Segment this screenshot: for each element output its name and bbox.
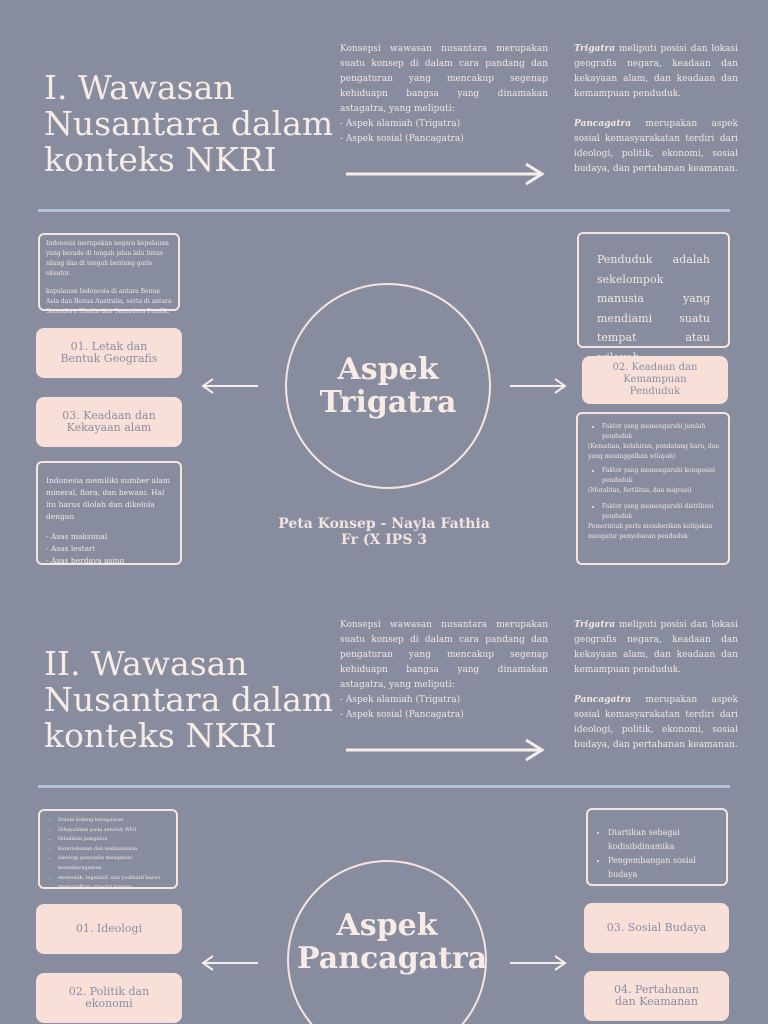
pancagatra-definition: merupakan aspek sosial kemasyarakatan terdiri dari ideologi, politik, ekonomi, sosial budaya, dan pertahanan keamanan. bbox=[574, 695, 738, 750]
pill-keadaan-penduduk[interactable]: 02. Keadaan dan Kemampuan Penduduk bbox=[582, 356, 728, 404]
penduduk-definition-box bbox=[577, 232, 730, 348]
aspek-pancagatra-title: Aspek Pancagatra bbox=[297, 908, 488, 976]
factor-item: • Faktor yang memengaruhi distribusi penduduk bbox=[602, 502, 722, 522]
sosial-note: • Pengembangan sosial budaya bbox=[608, 854, 720, 882]
sosial-budaya-notes-box bbox=[586, 808, 728, 886]
factor-detail: (Kematian, kelahiran, pendatang baru, dan yang meninggalkan wilayah) bbox=[588, 443, 720, 460]
pill-letak-geografis[interactable]: 01. Letak dan Bentuk Geografis bbox=[36, 328, 182, 378]
aspek-trigatra-circle bbox=[285, 283, 491, 489]
pill-sosial-budaya[interactable]: 03. Sosial Budaya bbox=[584, 903, 729, 953]
sosial-note: • Diartikan sebagai kodisibdinamika bbox=[608, 826, 720, 854]
location-note-a: Indonesia merupakan negara kepulauan yang berada di tengah jalan lalu lintas silang dan di tengah bentang garis ekuator. bbox=[46, 240, 169, 277]
ideology-notes-box bbox=[38, 809, 178, 889]
section1-intro: Konsepsi wawasan nusantara merupakan suatu konsep di dalam cara pandang dan pengaturan yang mencakup segenap kehiduapn bangsa yang dinamakan astagatra, yang meliputi: bbox=[340, 44, 548, 114]
section2-intro: Konsepsi wawasan nusantara merupakan suatu konsep di dalam cara pandang dan pengaturan yang mencakup segenap kehiduapn bangsa yang dinamakan astagatra, yang meliputi: bbox=[340, 620, 548, 690]
arrow-left-icon bbox=[200, 376, 260, 396]
list-item: - Aspek sosial (Pancagatra) bbox=[340, 710, 464, 720]
map-caption: Peta Konsep - Nayla Fathia Fr (X IPS 3 bbox=[278, 516, 490, 548]
asas-list-item: - Asas maksimal bbox=[46, 532, 108, 541]
pancagatra-term: Pancagatra bbox=[574, 695, 632, 705]
asas-list-item: - Asas lestari bbox=[46, 544, 96, 553]
location-note-b: kepulauan Indonesia di antara Benua Asia dan Benua Australia, serta di antara Samudera Hindia dan Samudera Pasifik. bbox=[46, 288, 172, 315]
trigatra-term: Trigatra bbox=[574, 620, 616, 630]
list-item: - Aspek sosial (Pancagatra) bbox=[340, 134, 464, 144]
trigatra-definition: meliputi posisi dan lokasi geografis negara, keadaan dan kekayaan alam, dan keadaan dan kemampuan penduduk. bbox=[574, 44, 738, 99]
section2-pancagatra-def bbox=[574, 693, 738, 753]
arrow-right-icon bbox=[346, 738, 546, 762]
section2-heading: II. Wawasan Nusantara dalam konteks NKRI bbox=[44, 644, 334, 755]
trigatra-definition: meliputi posisi dan lokasi geografis negara, keadaan dan kekayaan alam, dan keadaan dan kemampuan penduduk. bbox=[574, 620, 738, 675]
section2-list bbox=[340, 693, 548, 723]
list-item: - Aspek alamiah (Trigatra) bbox=[340, 119, 461, 129]
ideology-note: • Diladikan pangalua bbox=[58, 835, 172, 845]
aspek-trigatra-title: Aspek Trigatra bbox=[319, 352, 457, 420]
arrow-right-icon bbox=[508, 376, 568, 396]
pancagatra-definition: merupakan aspek sosial kemasyarakatan terdiri dari ideologi, politik, ekonomi, sosial budaya, dan pertahanan keamanan. bbox=[574, 119, 738, 174]
resources-note: Indonesia memiliki sumber alam mineral, flora, dan hewani. Hal itu harus diolah dan dikelola dengan bbox=[46, 476, 171, 521]
factor-item: • Faktor yang memengaruhi jumlah penduduk bbox=[602, 422, 722, 442]
ideology-note: • Ketertekanan dan kedinamikan bbox=[58, 845, 172, 855]
factor-detail: Pemerintah perlu memberikan kebijakan mengatur penyebaran penduduk bbox=[588, 523, 713, 540]
ideology-note: • Ideologi pancasila mengatasi keanekaragaman bbox=[58, 854, 172, 873]
pill-ideologi[interactable]: 01. Ideologi bbox=[36, 904, 182, 954]
pill-politik-ekonomi[interactable]: 02. Politik dan ekonomi bbox=[36, 973, 182, 1023]
ideology-note: • Dihayatikan pada seluruh WNI bbox=[58, 826, 172, 836]
location-note-box bbox=[38, 233, 180, 315]
asas-list-item: - Asas berdaya asing bbox=[46, 556, 125, 565]
trigatra-term: Trigatra bbox=[574, 44, 616, 54]
natural-resources-box bbox=[36, 461, 182, 565]
arrow-right-icon bbox=[346, 162, 546, 186]
section1-list bbox=[340, 117, 548, 147]
section2-divider bbox=[38, 785, 730, 788]
factor-item: • Faktor yang memengaruhi komposisi penduduk bbox=[602, 466, 722, 486]
pill-keadaan-kekayaan-alam[interactable]: 03. Keadaan dan Kekayaan alam bbox=[36, 397, 182, 447]
ideology-note: • ekonomik, legislatif, dan yudikatif harus mewujudkan cita-cita bangsa bbox=[58, 874, 172, 893]
section1-divider bbox=[38, 209, 730, 212]
ideology-note: • Dalam bidang keragaman bbox=[58, 816, 172, 826]
section1-pancagatra-def bbox=[574, 117, 738, 177]
section2-trigatra-def bbox=[574, 618, 738, 678]
aspek-pancagatra-circle bbox=[287, 860, 487, 1024]
arrow-left-icon bbox=[200, 953, 260, 973]
pancagatra-term: Pancagatra bbox=[574, 119, 632, 129]
factor-detail: (Moralitas, fertilitas, dan migrasi) bbox=[588, 487, 692, 494]
pill-pertahanan-keamanan[interactable]: 04. Pertahanan dan Keamanan bbox=[584, 971, 729, 1021]
population-factors-box bbox=[576, 412, 730, 565]
arrow-right-icon bbox=[508, 953, 568, 973]
list-item: - Aspek alamiah (Trigatra) bbox=[340, 695, 461, 705]
section1-heading: I. Wawasan Nusantara dalam konteks NKRI bbox=[44, 68, 334, 179]
section1-trigatra-def bbox=[574, 42, 738, 102]
penduduk-definition: Penduduk adalah sekelompok manusia yang mendiami suatu tempat atau bbox=[597, 253, 710, 344]
